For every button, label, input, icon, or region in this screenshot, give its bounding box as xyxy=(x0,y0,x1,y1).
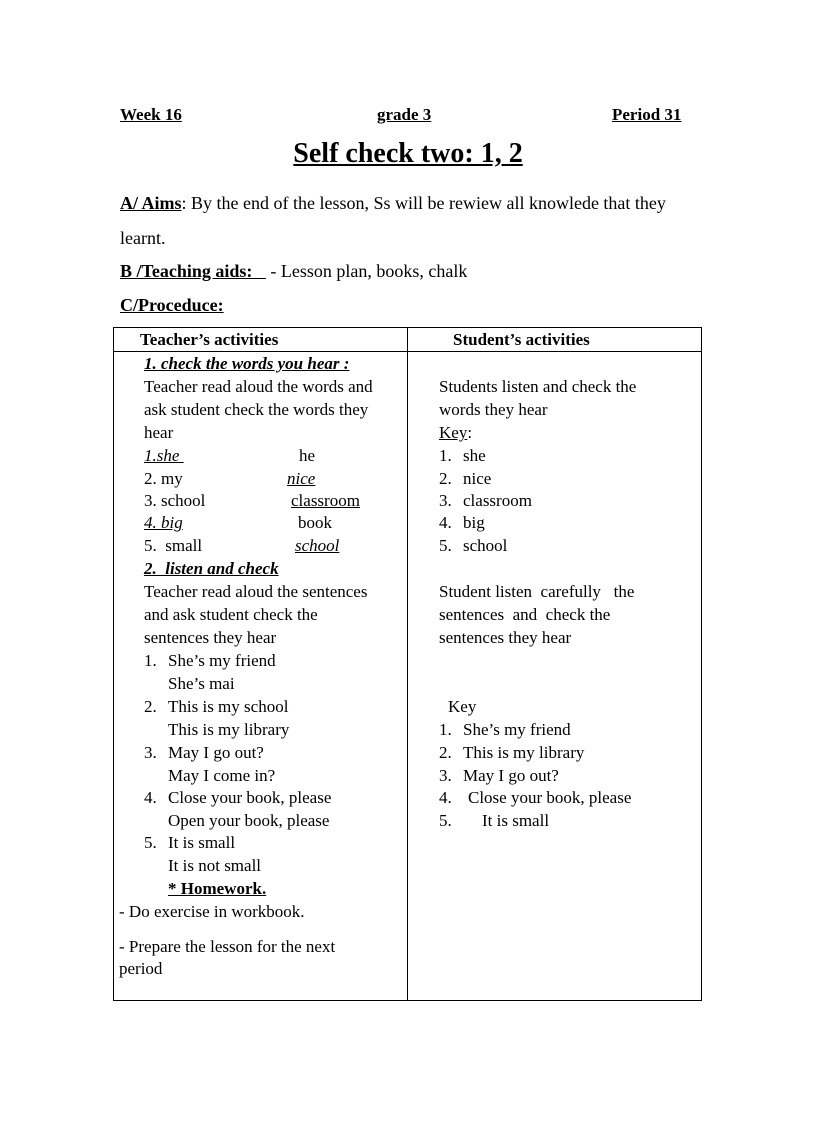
sentence-number: 1. xyxy=(144,651,157,670)
teaching-aids-text: - Lesson plan, books, chalk xyxy=(265,261,468,281)
key-answer: Close your book, please xyxy=(468,788,632,807)
word-pair-a: 5. small xyxy=(144,536,203,555)
sentence-b: She’s mai xyxy=(168,674,235,693)
key-word: Key xyxy=(439,423,468,442)
aims-text: : By the end of the lesson, Ss will be rewiew all knowlede that they xyxy=(181,193,666,213)
word-pair-b: book xyxy=(298,513,332,532)
homework-title: * Homework. xyxy=(168,879,267,898)
student-s1-line: Students listen and check the xyxy=(439,377,637,396)
table-column-divider xyxy=(407,327,408,1001)
word-pair-b: he xyxy=(299,446,316,465)
key-answer: She’s my friend xyxy=(463,720,571,739)
page-title: Self check two: 1, 2 xyxy=(293,138,523,169)
teaching-aids-label: B /Teaching aids: xyxy=(120,261,266,281)
sentence-a: Close your book, please xyxy=(168,788,332,807)
s2-intro-line: sentences they hear xyxy=(144,628,277,647)
key-answer: classroom xyxy=(463,491,532,510)
word-pair-a: 1.she xyxy=(144,446,184,465)
s2-intro-line: Teacher read aloud the sentences xyxy=(144,582,368,601)
key-answer: This is my library xyxy=(463,743,585,762)
key-number: 5. xyxy=(439,536,452,555)
key-number: 4. xyxy=(439,513,452,532)
student-s2-line: Student listen carefully the xyxy=(439,582,635,601)
teaching-aids-line xyxy=(120,261,467,282)
sentence-b: May I come in? xyxy=(168,766,276,785)
period-label: Period 31 xyxy=(612,105,682,124)
student-s2-line: sentences they hear xyxy=(439,628,572,647)
key-answer: May I go out? xyxy=(463,766,559,785)
grade-label: grade 3 xyxy=(377,105,432,124)
key-number: 1. xyxy=(439,446,452,465)
sentence-b: This is my library xyxy=(168,720,290,739)
homework-item: - Do exercise in workbook. xyxy=(119,902,305,921)
s2-intro-line: and ask student check the xyxy=(144,605,318,624)
key-label xyxy=(439,423,472,443)
key2-label: Key xyxy=(448,697,477,716)
aims-label: A/ Aims xyxy=(120,193,182,213)
procedure-label: C/Proceduce: xyxy=(120,295,224,315)
key-colon: : xyxy=(467,423,473,442)
key-answer: nice xyxy=(463,469,492,488)
section1-title: 1. check the words you hear : xyxy=(144,354,350,373)
aims-line xyxy=(120,193,666,214)
week-label: Week 16 xyxy=(120,105,182,124)
homework-item: - Prepare the lesson for the next xyxy=(119,937,336,956)
sentence-a: May I go out? xyxy=(168,743,264,762)
student-s2-line: sentences and check the xyxy=(439,605,611,624)
key-number: 3. xyxy=(439,766,452,785)
sentence-number: 3. xyxy=(144,743,157,762)
section2-title: 2. listen and check xyxy=(144,559,279,578)
key-number: 3. xyxy=(439,491,452,510)
student-activities-header: Student’s activities xyxy=(453,330,590,349)
teacher-activities-header: Teacher’s activities xyxy=(140,330,279,349)
word-pair-a: 3. school xyxy=(144,491,206,510)
s1-intro-line: hear xyxy=(144,423,174,442)
sentence-b: It is not small xyxy=(168,856,262,875)
key-number: 1. xyxy=(439,720,452,739)
sentence-number: 2. xyxy=(144,697,157,716)
homework-item-cont: period xyxy=(119,959,163,978)
key-number: 4. xyxy=(439,788,452,807)
table-header-divider xyxy=(113,351,702,352)
sentence-number: 4. xyxy=(144,788,157,807)
sentence-a: This is my school xyxy=(168,697,289,716)
s1-intro-line: Teacher read aloud the words and xyxy=(144,377,373,396)
key-number: 2. xyxy=(439,469,452,488)
word-pair-b: classroom xyxy=(291,491,360,510)
word-pair-b: nice xyxy=(287,469,316,488)
key-answer: she xyxy=(463,446,486,465)
sentence-a: It is small xyxy=(168,833,236,852)
key-answer: school xyxy=(463,536,508,555)
word-pair-a: 2. my xyxy=(144,469,183,488)
sentence-b: Open your book, please xyxy=(168,811,330,830)
key-number: 5. xyxy=(439,811,452,830)
word-pair-b: school xyxy=(295,536,340,555)
key-number: 2. xyxy=(439,743,452,762)
sentence-a: She’s my friend xyxy=(168,651,276,670)
student-s1-line: words they hear xyxy=(439,400,548,419)
key-answer: big xyxy=(463,513,485,532)
aims-text-cont: learnt. xyxy=(120,228,166,248)
key-answer: It is small xyxy=(482,811,550,830)
s1-intro-line: ask student check the words they xyxy=(144,400,369,419)
word-pair-a: 4. big xyxy=(144,513,183,532)
sentence-number: 5. xyxy=(144,833,157,852)
